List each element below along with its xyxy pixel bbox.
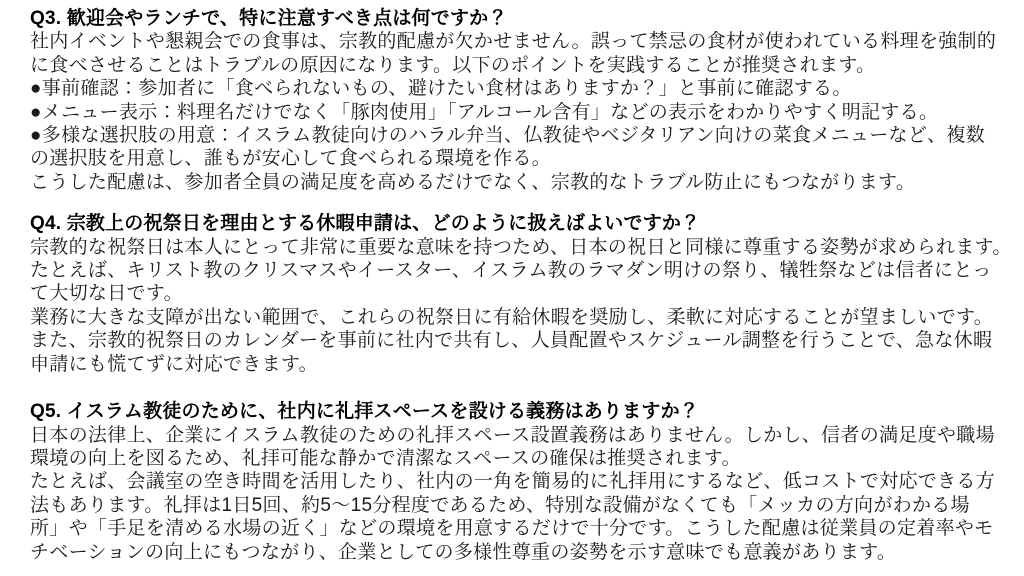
text-line: て大切な日です。	[30, 283, 183, 305]
text-line: こうした配慮は、参加者全員の満足度を高めるだけでなく、宗教的なトラブル防止にもつながります。	[30, 171, 916, 193]
text-line: 社内イベントや懇親会での食事は、宗教的配慮が欠かせません。誤って禁忌の食材が使われている料理を強制的	[30, 31, 997, 53]
question-q5-heading: Q5. イスラム教徒のために、社内に礼拝スペースを設ける義務はありますか？	[30, 401, 699, 423]
text-line: 環境の向上を図るため、礼拝可能な静かで清潔なスペースの確保は推奨されます。	[30, 447, 741, 469]
bullet-line-advance-check: ●事前確認：参加者に「食べられないもの、避けたい食材はありますか？」と事前に確認する。	[30, 78, 852, 100]
question-q3-body	[30, 30, 1016, 194]
text-line: 日本の法律上、企業にイスラム教徒のための礼拝スペース設置義務はありません。しかし、信者の満足度や職場	[30, 424, 995, 446]
text-line: の選択肢を用意し、誰もが安心して食べられる環境を作る。	[30, 148, 552, 170]
text-line: 申請にも慌てずに対応できます。	[30, 353, 318, 375]
question-q4-heading: Q4. 宗教上の祝祭日を理由とする休暇申請は、どのように扱えばよいですか？	[30, 213, 701, 235]
text-line: チベーションの向上にもつながり、企業としての多様性尊重の姿勢を示す意味でも意義があります。	[30, 541, 897, 563]
text-line: 所」や「手足を清める水場の近く」などの環境を用意するだけで十分です。こうした配慮は従業員の定着率やモ	[30, 518, 994, 540]
section-q3	[30, 7, 1016, 194]
text-line: たとえば、キリスト教のクリスマスやイースター、イスラム教のラマダン明けの祭り、犠牲祭などは信者にとっ	[30, 260, 992, 282]
bullet-line-multiple-options: ●多様な選択肢の用意：イスラム教徒向けのハラル弁当、仏教徒やベジタリアン向けの菜食メニューなど、複数	[30, 125, 986, 147]
section-q5	[30, 400, 1016, 564]
text-line: 業務に大きな支障が出ない範囲で、これらの祝祭日に有給休暇を奨励し、柔軟に対応することが望ましいです。	[30, 306, 994, 328]
bullet-line-menu-labeling: ●メニュー表示：料理名だけでなく「豚肉使用」「アルコール含有」などの表示をわかりやすく明記する。	[30, 101, 939, 123]
text-line: たとえば、会議室の空き時間を活用したり、社内の一角を簡易的に礼拝用にするなど、低コストで対応できる方	[30, 471, 996, 493]
text-line: 法もあります。礼拝は1日5回、約5～15分程度であるため、特別な設備がなくても「メッカの方向がわかる場	[30, 494, 970, 516]
text-line: 宗教的な祝祭日は本人にとって非常に重要な意味を持つため、日本の祝日と同様に尊重する姿勢が求められます。	[30, 236, 1012, 258]
text-line: に食べさせることはトラブルの原因になります。以下のポイントを実践することが推奨されます。	[30, 54, 876, 76]
question-q5-body	[30, 424, 1016, 564]
text-line: また、宗教的祝祭日のカレンダーを事前に社内で共有し、人員配置やスケジュール調整を行うことで、急な休暇	[30, 330, 993, 352]
section-q4	[30, 212, 1016, 376]
question-q4-body	[30, 236, 1016, 376]
question-q3-heading: Q3. 歓迎会やランチで、特に注意すべき点は何ですか？	[30, 8, 508, 29]
